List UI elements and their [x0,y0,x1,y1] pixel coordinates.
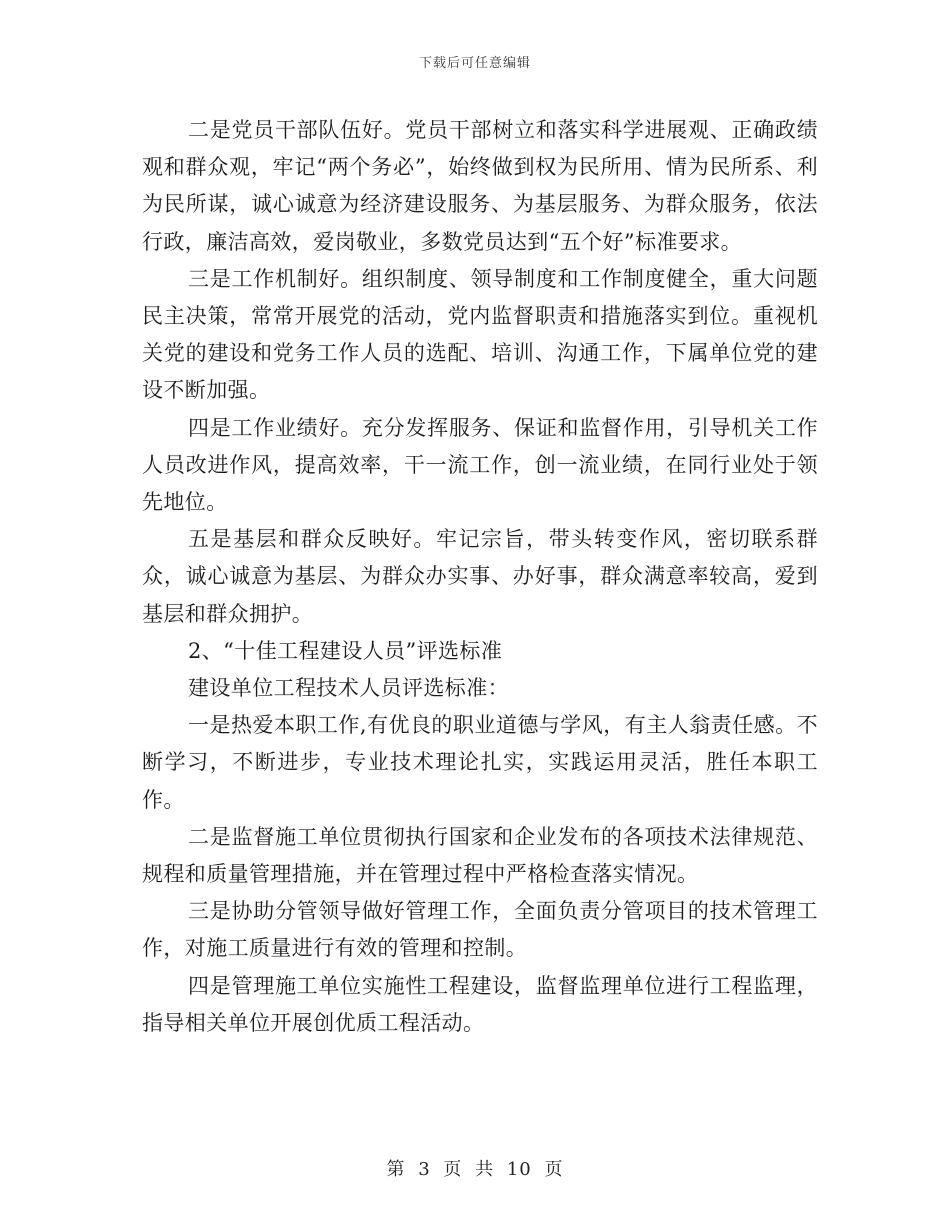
paragraph-party-cadres: 二是党员干部队伍好。党员干部树立和落实科学进展观、正确政绩观和群众观，牢记“两个务必”，始终做到权为民所用、情为民所系、利为民所谋，诚心诚意为经济建设服务、为基层服务、为群众服务，依法行政，廉洁高效，爱岗敬业，多数党员达到“五个好”标准要求。 [142,118,818,254]
paragraph-criterion-four: 四是管理施工单位实施性工程建设，监督监理单位进行工程监理，指导相关单位开展创优质工程活动。 [142,973,818,1035]
subheading-criteria: 建设单位工程技术人员评选标准： [188,676,509,701]
section-heading-top-ten: 2、“十佳工程建设人员”评选标准 [188,638,503,663]
page-header: 下载后可任意编辑 [418,56,531,71]
paragraph-grassroots-feedback: 五是基层和群众反映好。牢记宗旨，带头转变作风，密切联系群众，诚心诚意为基层、为群众办实事、办好事，群众满意率较高，爱到基层和群众拥护。 [142,527,818,626]
paragraph-criterion-three: 三是协助分管领导做好管理工作，全面负责分管项目的技术管理工作，对施工质量进行有效的管理和控制。 [142,899,818,961]
paragraph-criterion-two: 二是监督施工单位贯彻执行国家和企业发布的各项技术法律规范、规程和质量管理措施，并在管理过程中严格检查落实情况。 [142,824,818,887]
paragraph-criterion-one: 一是热爱本职工作,有优良的职业道德与学风，有主人翁责任感。不断学习，不断进步，专业技术理论扎实，实践运用灵活，胜任本职工作。 [142,713,818,812]
paragraph-work-performance: 四是工作业绩好。充分发挥服务、保证和监督作用，引导机关工作人员改进作风，提高效率，干一流工作，创一流业绩，在同行业处于领先地位。 [142,415,818,515]
page-number-footer: 第 3 页 共 10 页 [386,1159,564,1180]
paragraph-work-mechanism: 三是工作机制好。组织制度、领导制度和工作制度健全，重大问题民主决策，常常开展党的活动，党内监督职责和措施落实到位。重视机关党的建设和党务工作人员的选配、培训、沟通工作，下属单位党的建设不断加强。 [142,266,818,403]
document-body [142,112,818,1042]
